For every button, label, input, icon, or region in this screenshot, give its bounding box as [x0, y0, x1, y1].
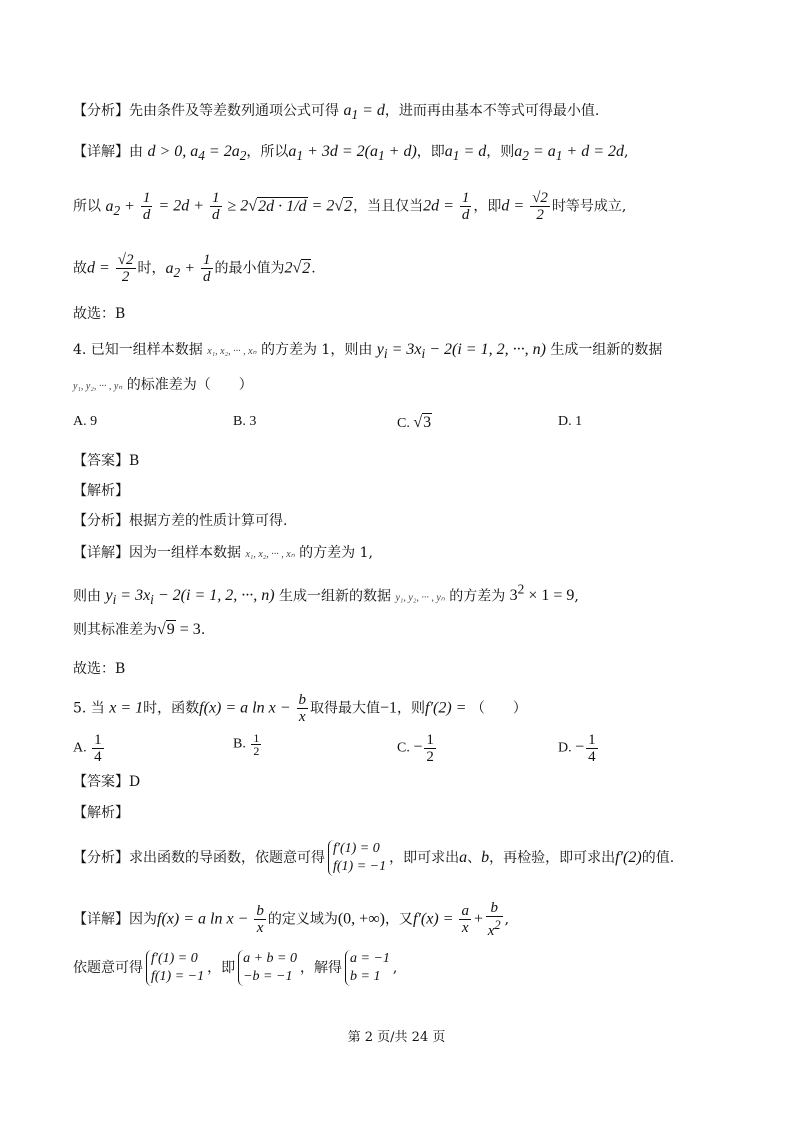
- q3-analysis-label: 【分析】: [73, 103, 129, 119]
- math-var: $3^2 \times 1 = 9$: [509, 582, 575, 605]
- math-ineq: $a_2$ +: [105, 197, 139, 218]
- q4-choice: 故选：B: [73, 661, 126, 677]
- q5-detail-line2: 依题意可得f′(1) = 0 f(1) = −1，即a + b = 0 −b = −1，解得a = −1 b = 1,: [73, 951, 398, 984]
- q5-line2a: 依题意可得: [73, 960, 143, 976]
- q5-answer: 【答案】D: [73, 774, 141, 790]
- q4-option-c-label: C.: [397, 416, 410, 431]
- q5-opt-b-label: B.: [233, 736, 246, 752]
- q3-line2: 所以 $a_2$ + $\frac{1}{d}$ = 2d + $\frac{1}{d}$ ≥ 2√2d · 1/d = 2√2，当且仅当2d = $\frac{1}{d}$ ，即d = $\frac{√2}{2}$ 时等号成立,: [73, 190, 627, 223]
- q5-analysis1: 【分析】求出函数的导函数，依题意可得: [73, 850, 325, 866]
- q4-detail-seq: x₁, x₂, ··· , xₙ: [245, 549, 295, 560]
- q4-stem1: 4. 已知一组样本数据: [73, 342, 203, 358]
- q3-line3-t2: 时，: [137, 260, 166, 277]
- q3-detail-label: 【详解】: [73, 144, 129, 160]
- q3-line3: 故d = $\frac{√2}{2}$ 时，$a_2$ + $\frac{1}{d}$ 的最小值为2√2.: [73, 252, 316, 285]
- q4-line2c: 的方差为: [449, 588, 506, 605]
- frac-a-x: $\frac{a}{x}$: [461, 903, 469, 936]
- q5-analysis2: ，即可求出: [389, 850, 460, 866]
- q4-detail-line1: [73, 543, 373, 565]
- math-a1-eq-d: $a_1 = d$: [343, 102, 385, 123]
- q5-stem3: 取得最大值: [310, 700, 381, 717]
- q5-line2b: ，即: [207, 960, 236, 976]
- q4-line2a: 则由: [73, 588, 101, 605]
- q5-option-a: A. $\frac{1}{4}$: [73, 732, 102, 765]
- frac-sqrt2-2: $\frac{√2}{2}$: [532, 190, 548, 223]
- q3-line2-t3: ，即: [473, 198, 502, 215]
- q4-detail-line3: 则其标准差为√9 = 3.: [73, 621, 206, 638]
- q3-line2-t1: 所以: [73, 198, 101, 215]
- q3-detail-t4: ，则: [486, 144, 515, 160]
- q5-analysis4: ，再检验，即可求出: [489, 850, 616, 866]
- q5-option-b: B. $\frac{1}{2}$: [233, 731, 260, 758]
- q5-stem: 5. 当 x = 1时，函数f(x) = a ln x − $\frac{b}{x}$ 取得最大值−1，则f′(2) = （ ）: [73, 692, 527, 725]
- page-footer: 第 2 页/共 24 页: [347, 1030, 446, 1045]
- frac-sqrt2-2-b: $\frac{√2}{2}$: [117, 252, 134, 285]
- q4-option-b: B. 3: [233, 414, 257, 429]
- system-brace-4: a = −1 b = 1: [345, 950, 390, 986]
- q3-choice: 故选：B: [73, 306, 126, 322]
- math-a1d: $a_1 = d$: [444, 143, 487, 164]
- q5-stem1: 5. 当: [73, 700, 105, 717]
- q4-analysis: 【分析】根据方差的性质计算可得.: [73, 513, 288, 529]
- math-cond: d > 0, $a_4 = 2a_2$: [147, 143, 247, 164]
- q5-line2c: ，解得: [300, 960, 343, 976]
- q5-detail2: 的定义域为: [267, 911, 338, 928]
- q4-line2-seq: y₁, y₂, ··· , yₙ: [395, 592, 445, 604]
- math-yi-b: $y_i = 3x_i - 2(i = 1$, 2, ···, n): [105, 587, 275, 608]
- q4-stem-line1: [73, 340, 662, 364]
- math-eq1: $a_1 + 3d = 2(a_1 + d)$: [288, 143, 417, 164]
- q5-analysis3: 、: [467, 850, 482, 866]
- q4-option-a: A. 9: [73, 414, 98, 429]
- q4-stem-line2: [73, 375, 253, 397]
- q4-stem4: 的标准差为（ ）: [126, 377, 253, 393]
- q3-detail-t1: 由: [129, 144, 143, 160]
- q4-stem3: 生成一组新的数据: [550, 342, 663, 358]
- q5-detail3: ，又: [384, 911, 413, 928]
- q3-line3-t1: 故: [73, 260, 87, 277]
- frac-1-d-d: $\frac{1}{d}$: [203, 252, 211, 285]
- frac-b-x2: $\frac{b}{x^2}$: [487, 900, 501, 939]
- frac-1-d: $\frac{1}{d}$: [142, 190, 151, 223]
- q5-stem4: ，则: [397, 700, 426, 717]
- q5-analysis5: 的值.: [641, 850, 675, 866]
- q5-option-d: D. − $\frac{1}{4}$: [558, 732, 596, 765]
- q5-opt-a-label: A.: [73, 740, 87, 756]
- q4-jiexi: 【解析】: [73, 483, 129, 499]
- q4-option-d: D. 1: [558, 414, 583, 429]
- q4-option-c: C. √3: [397, 414, 432, 431]
- q5-detail-line1: 【详解】因为f(x) = a ln x − $\frac{b}{x}$ 的定义域为(0, +∞)，又f′(x) = $\frac{a}{x}$ + $\frac{b}{x^2}$ ,: [73, 900, 510, 939]
- q4-y-seq: y₁, y₂, ··· , yₙ: [73, 381, 123, 392]
- q3-line3-t3: 的最小值为: [214, 260, 285, 277]
- system-brace-3: a + b = 0 −b = −1: [238, 950, 297, 986]
- q4-stem2: 的方差为 1，则由: [260, 342, 373, 358]
- q5-stem5: （ ）: [470, 700, 527, 717]
- q3-line2-t4: 时等号成立,: [551, 198, 627, 215]
- q4-data-seq: x₁, x₂, ··· , xₙ: [207, 346, 257, 357]
- q3-detail-t2: ，所以: [246, 144, 289, 160]
- q5-stem2: 时，函数: [143, 700, 200, 717]
- q3-detail-t3: ，即: [416, 144, 445, 160]
- q4-detail1: 因为一组样本数据: [129, 545, 241, 561]
- q3-line2-t2: ，当且仅当: [353, 198, 424, 215]
- q3-detail-line1: 【详解】由 d > 0, $a_4 = 2a_2$，所以$a_1 + 3d = 2(a_1 + d)$，即$a_1 = d$，则$a_2 = a_1 + d = 2d$,: [73, 143, 629, 164]
- frac-b-x-b: $\frac{b}{x}$: [256, 903, 264, 936]
- frac-1-d-b: $\frac{1}{d}$: [212, 190, 220, 223]
- system-brace-1: f′(1) = 0 f(1) = −1: [328, 840, 386, 876]
- math-yi: $y_i = 3x_i - 2(i = 1$, 2, ···, n): [376, 341, 546, 362]
- math-a2: $a_2 = a_1 + d = 2d$: [514, 143, 624, 164]
- q4-line3a: 则其标准差为: [73, 622, 157, 638]
- q5-detail1: 【详解】因为: [73, 911, 157, 928]
- q4-line2b: 生成一组新的数据: [279, 588, 392, 605]
- q5-option-c: C. − $\frac{1}{2}$: [397, 732, 434, 765]
- q5-analysis: 【分析】求出函数的导函数，依题意可得f′(1) = 0 f(1) = −1，即可求出a、b，再检验，即可求出f′(2)的值.: [73, 841, 675, 874]
- q3-analysis-line: [73, 101, 599, 125]
- q5-opt-c-label: C.: [397, 740, 410, 756]
- frac-b-x: $\frac{b}{x}$: [298, 692, 307, 725]
- q3-analysis-text2: ，进而再由基本不等式可得最小值.: [384, 103, 600, 119]
- q3-analysis-text1: 先由条件及等差数列通项公式可得: [129, 103, 339, 119]
- q5-jiexi: 【解析】: [73, 805, 129, 821]
- q4-detail2: 的方差为 1,: [299, 545, 373, 561]
- q4-detail-line2: 则由 $y_i = 3x_i - 2(i = 1$, 2, ···, n) 生成一组新的数据 y₁, y₂, ··· , yₙ 的方差为 $3^2 \times 1 = 9$,: [73, 582, 579, 608]
- q4-detail-label: 【详解】: [73, 545, 129, 561]
- system-brace-2: f′(1) = 0 f(1) = −1: [146, 950, 204, 986]
- q5-opt-d-label: D.: [558, 740, 572, 756]
- frac-1-d-c: $\frac{1}{d}$: [461, 190, 470, 223]
- q4-answer: 【答案】B: [73, 453, 140, 469]
